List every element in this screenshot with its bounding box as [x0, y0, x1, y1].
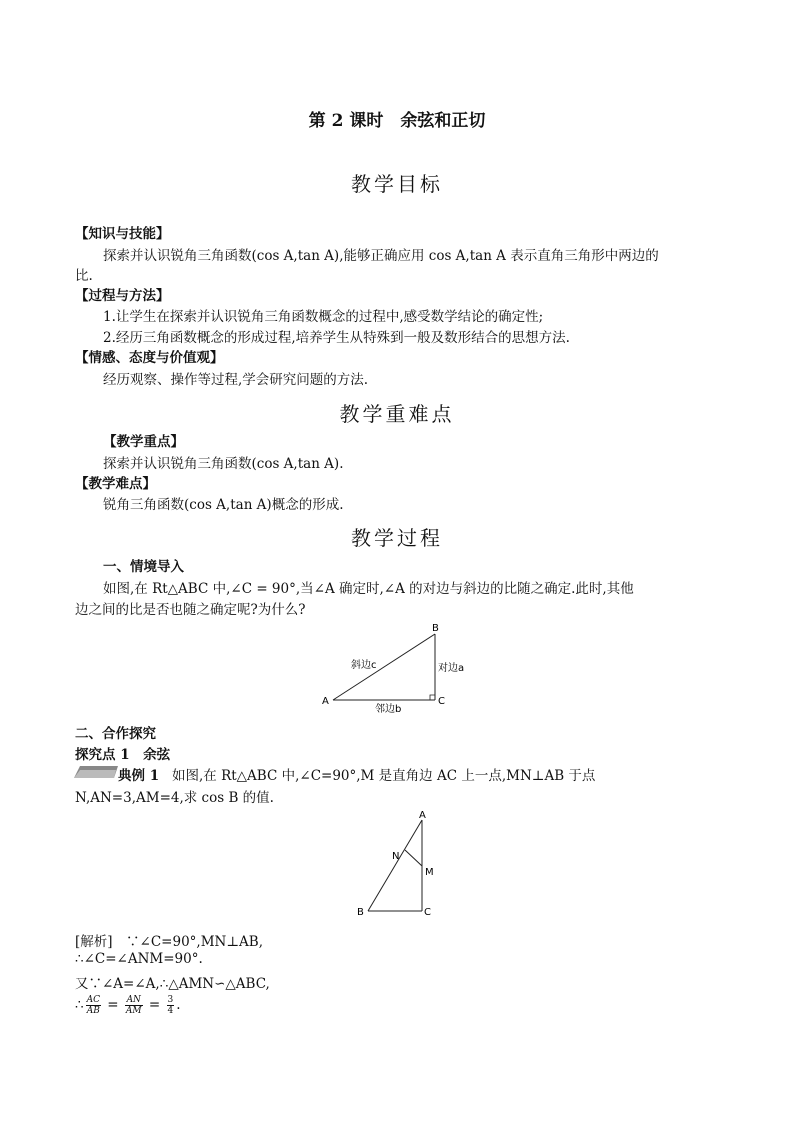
process-method-item-2: 2.经历三角函数概念的形成过程,培养学生从特殊到一般及数形结合的思想方法.	[103, 330, 570, 346]
fraction-ac-ab: $\frac{AC}{AB}$	[86, 995, 100, 1016]
page-title: 第 2 课时 余弦和正切	[308, 111, 486, 131]
triangle2-label-A: A	[419, 810, 426, 821]
explore-point-heading: 探究点 1 余弦	[75, 747, 171, 763]
fraction-an-am: $\frac{AN}{AM}$	[125, 995, 142, 1016]
part1-text-line1: 如图,在 Rt△ABC 中,∠C = 90°,当∠A 确定时,∠A 的对边与斜边的比随之确定.此时,其他	[103, 581, 634, 597]
process-method-item-1: 1.让学生在探索并认识锐角三角函数概念的过程中,感受数学结论的确定性;	[103, 309, 544, 325]
analysis-line4-prefix: ∴	[75, 997, 84, 1013]
section-heading-key-points: 教学重难点	[339, 402, 455, 426]
triangle1-label-C: C	[438, 696, 445, 707]
segment-MN	[405, 850, 422, 866]
triangle2-label-C: C	[424, 907, 431, 918]
emotion-label: 【情感、态度与价值观】	[75, 350, 224, 366]
fraction-three-quarters: $\frac{3}{4}$	[167, 995, 174, 1016]
knowledge-label: 【知识与技能】	[75, 226, 170, 242]
section-heading-goals: 教学目标	[351, 172, 443, 196]
focus-label: 【教学重点】	[103, 434, 184, 450]
analysis-line3: 又∵∠A=∠A,∴△AMN∽△ABC,	[75, 976, 270, 992]
triangle2-side-AB	[368, 820, 422, 911]
section-heading-process: 教学过程	[351, 526, 443, 550]
knowledge-text-line2: 比.	[75, 268, 93, 284]
emotion-text: 经历观察、操作等过程,学会研究问题的方法.	[103, 372, 369, 388]
triangle1-label-opposite: 对边a	[438, 663, 465, 674]
analysis-line2: ∴∠C=∠ANM=90°.	[75, 951, 203, 967]
example-text-line1: 如图,在 Rt△ABC 中,∠C=90°,M 是直角边 AC 上一点,MN⊥AB 于点	[172, 768, 596, 784]
right-angle-marker	[430, 695, 435, 700]
triangle1-label-B: B	[432, 623, 439, 634]
example-text-line2: N,AN=3,AM=4,求 cos B 的值.	[75, 790, 274, 806]
triangle2-label-M: M	[425, 867, 434, 878]
triangle2-label-B: B	[357, 907, 364, 918]
part1-heading: 一、情境导入	[103, 559, 184, 575]
triangle-figure-2	[348, 808, 448, 923]
analysis-line4-suffix: .	[176, 997, 181, 1013]
triangle1-label-A: A	[322, 696, 329, 707]
triangle1-label-adjacent: 邻边b	[375, 704, 402, 715]
part2-heading: 二、合作探究	[75, 726, 156, 742]
example-label: 典例 1	[118, 768, 160, 784]
triangle1-side-hypotenuse	[333, 634, 435, 700]
difficulty-label: 【教学难点】	[75, 476, 156, 492]
process-method-label: 【过程与方法】	[75, 288, 170, 304]
triangle1-label-hypotenuse: 斜边c	[351, 660, 377, 671]
focus-text: 探索并认识锐角三角函数(cos A,tan A).	[103, 456, 344, 472]
part1-text-line2: 边之间的比是否也随之确定呢?为什么?	[75, 602, 306, 618]
difficulty-text: 锐角三角函数(cos A,tan A)概念的形成.	[103, 497, 344, 513]
triangle2-label-N: N	[392, 851, 400, 862]
example-banner-icon	[74, 766, 118, 778]
triangle-figure-1	[315, 618, 485, 718]
analysis-line1: [解析] ∵∠C=90°,MN⊥AB,	[75, 934, 263, 950]
knowledge-text-line1: 探索并认识锐角三角函数(cos A,tan A),能够正确应用 cos A,tan A 表示直角三角形中两边的	[103, 248, 659, 264]
analysis-line4: ∴ $\frac{AC}{AB}$ = $\frac{AN}{AM}$ = $\frac{3}{4}$ .	[75, 995, 181, 1016]
